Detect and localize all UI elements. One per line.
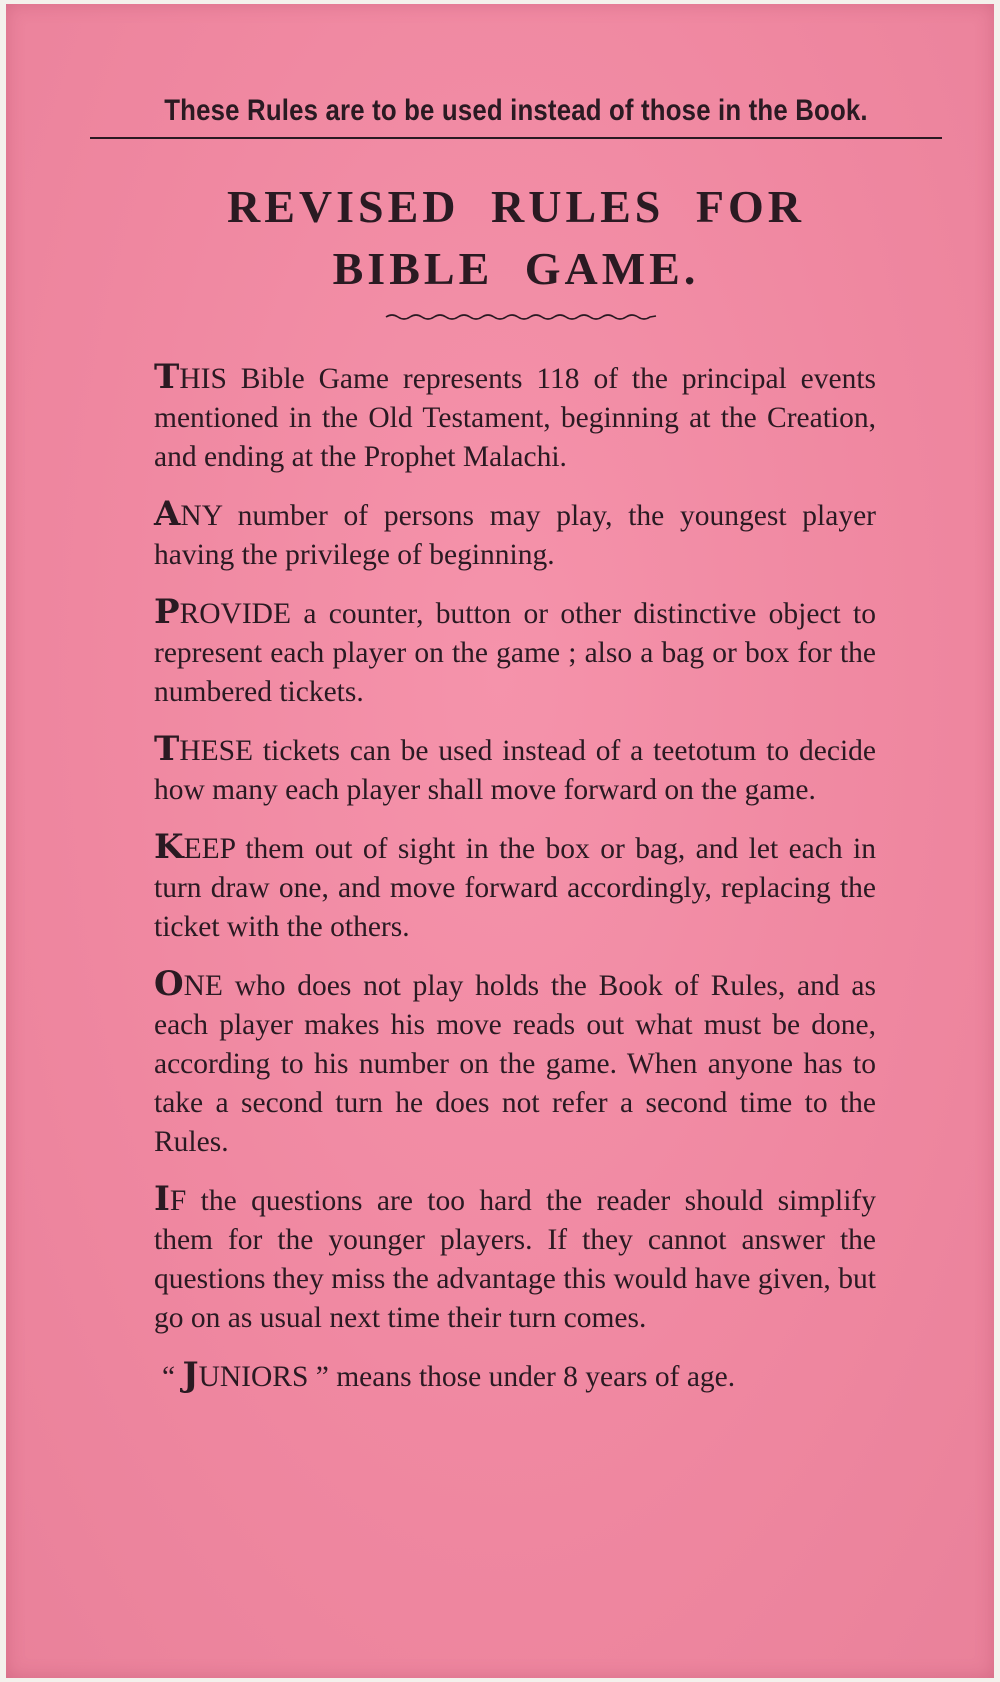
- rule-paragraph-6: [154, 965, 876, 1162]
- rules-card: [6, 4, 994, 1678]
- rule-paragraph-7: [154, 1180, 876, 1338]
- ornamental-divider: [384, 312, 658, 322]
- rule-paragraph-1: [154, 358, 876, 477]
- paragraph-text: F the questions are too hard the reader should simplify them for the younger players. If they cannot answer the questions they miss the advantage this would have given, but go on as usual next time their turn comes.: [154, 1185, 876, 1334]
- rule-paragraph-5: [154, 828, 876, 947]
- paragraph-text: NE who does not play holds the Book of Rules, and as each player makes his move reads out what must be done, according to his number on the game. When anyone has to take a second turn he does not refer a second time to the Rules.: [154, 970, 876, 1158]
- drop-initial: T: [154, 729, 180, 769]
- header-divider: [90, 137, 942, 139]
- drop-initial: A: [154, 494, 181, 534]
- drop-initial: P: [154, 592, 180, 632]
- paragraph-text: ROVIDE a counter, button or other distinctive object to represent each player on the game ; also a bag or box for the numbered tickets.: [154, 598, 876, 708]
- open-quote: “: [162, 1361, 183, 1393]
- paragraph-text: HIS Bible Game represents 118 of the principal events mentioned in the Old Testament, beginning at the Creation, and ending at the Prophet Malachi.: [154, 363, 876, 473]
- drop-initial: T: [154, 357, 180, 397]
- drop-initial: I: [154, 1179, 170, 1219]
- drop-initial: O: [154, 964, 184, 1004]
- title-line-2: BIBLE GAME.: [332, 243, 700, 294]
- paragraph-text: NY number of persons may play, the youngest player having the privilege of beginning.: [154, 500, 876, 571]
- rule-paragraph-3: [154, 593, 876, 712]
- title-line-1: REVISED RULES FOR: [227, 181, 805, 232]
- rule-paragraph-4: [154, 730, 876, 810]
- juniors-text: UNIORS ” means those under 8 years of age.: [198, 1361, 736, 1393]
- page-title: [126, 176, 906, 300]
- juniors-note: [154, 1356, 876, 1397]
- drop-initial: J: [182, 1355, 199, 1395]
- rule-paragraph-2: [154, 495, 876, 575]
- header-note: These Rules are to be used instead of those in the Book.: [164, 94, 868, 127]
- drop-initial: K: [154, 827, 184, 867]
- paragraph-text: EEP them out of sight in the box or bag, and let each in turn draw one, and move forward accordingly, replacing the ticket with the others.: [154, 833, 876, 943]
- rules-body: [154, 358, 876, 1415]
- paragraph-text: HESE tickets can be used instead of a teetotum to decide how many each player shall move forward on the game.: [154, 735, 876, 806]
